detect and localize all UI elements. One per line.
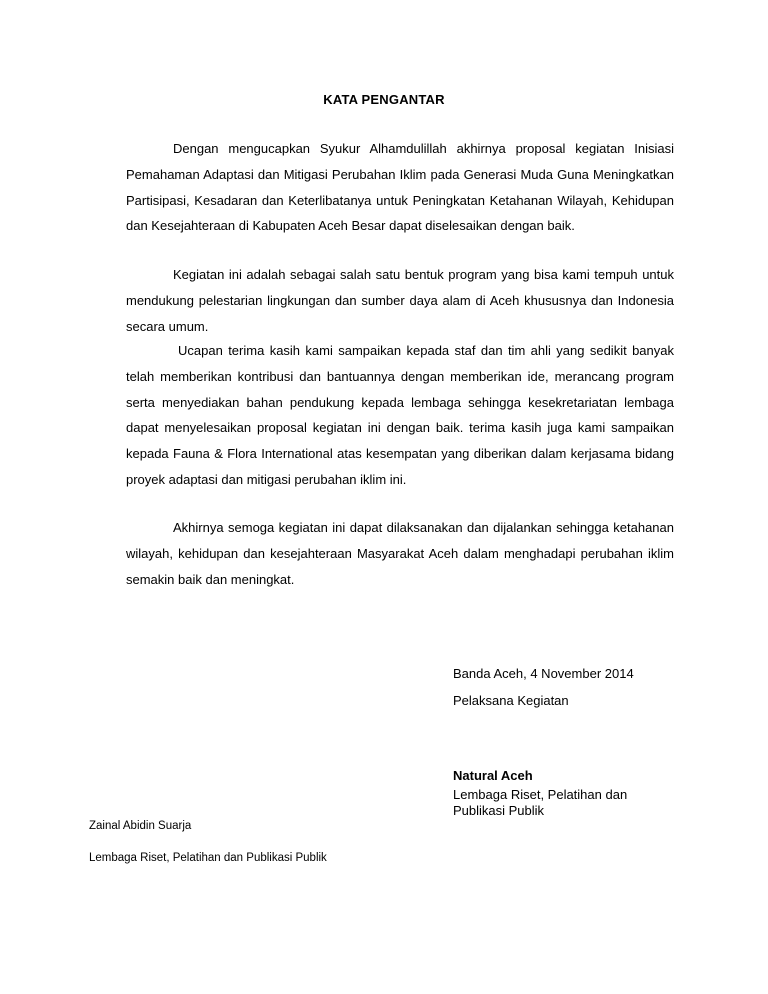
paragraph-opening: Dengan mengucapkan Syukur Alhamdulillah akhirnya proposal kegiatan Inisiasi Pemahaman Adaptasi dan Mitigasi Perubahan Iklim pada Generasi Muda Guna Meningkatkan Partisipasi, Kesadaran dan Keterlibatanya untuk Peningkatan Ketahanan Wilayah, Kehidupan dan Kesejahteraan di Kabupaten Aceh Besar dapat diselesaikan dengan baik. <box>126 141 674 234</box>
body-text-4 <box>126 515 674 592</box>
footer-name: Zainal Abidin Suarja <box>89 820 192 832</box>
signature-role: Pelaksana Kegiatan <box>453 693 569 708</box>
paragraph-thanks: Ucapan terima kasih kami sampaikan kepada staf dan tim ahli yang sedikit banyak telah memberikan kontribusi dan bantuannya dengan memberikan ide, merancang program serta menyediakan bahan pendukung kepada lembaga sehingga kesekretariatan lembaga dapat menyelesaikan proposal kegiatan ini dengan baik. terima kasih juga kami sampaikan kepada Fauna & Flora International atas kesempatan yang diberikan dalam kerjasama bidang proyek adaptasi dan mitigasi perubahan iklim ini. <box>126 343 674 487</box>
body-text-2 <box>126 262 674 339</box>
paragraph-closing: Akhirnya semoga kegiatan ini dapat dilaksanakan dan dijalankan sehingga ketahanan wilayah, kehidupan dan kesejahteraan Masyarakat Aceh dalam menghadapi perubahan iklim semakin baik dan meningkat. <box>126 520 674 587</box>
page-title: KATA PENGANTAR <box>323 92 445 107</box>
body-text <box>126 136 674 239</box>
signature-organization: Natural Aceh <box>453 768 533 783</box>
footer-institution: Lembaga Riset, Pelatihan dan Publikasi Publik <box>89 852 327 864</box>
paragraph-program: Kegiatan ini adalah sebagai salah satu bentuk program yang bisa kami tempuh untuk mendukung pelestarian lingkungan dan sumber daya alam di Aceh khususnya dan Indonesia secara umum. <box>126 267 674 334</box>
signature-organization-desc: Lembaga Riset, Pelatihan dan Publikasi Publik <box>453 787 628 818</box>
signature-place-date: Banda Aceh, 4 November 2014 <box>453 666 634 681</box>
body-text-3 <box>126 338 674 493</box>
